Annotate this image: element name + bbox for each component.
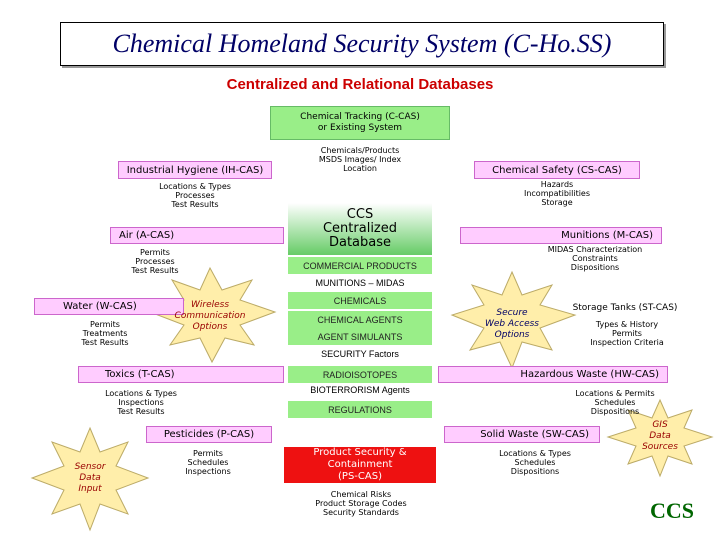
hazardous-waste-box: Hazardous Waste (HW-CAS) xyxy=(438,366,668,383)
chemical-tracking-box: Chemical Tracking (C-CAS) or Existing System xyxy=(270,106,450,140)
center-item-regulations: REGULATIONS xyxy=(288,401,432,418)
tracking-notes: Chemicals/Products MSDS Images/ Index Location xyxy=(318,146,402,173)
center-item-radioisotopes: RADIOISOTOPES xyxy=(288,366,432,383)
solid-waste-notes: Locations & Types Schedules Dispositions xyxy=(499,449,571,476)
industrial-hygiene-box: Industrial Hygiene (IH-CAS) xyxy=(118,161,272,179)
gis-sources-label: GIS Data Sources xyxy=(642,420,678,452)
storage-tanks-label: Storage Tanks (ST-CAS) xyxy=(572,303,678,313)
water-notes: Permits Treatments Test Results xyxy=(81,320,129,347)
center-item-agent-simulants: AGENT SIMULANTS xyxy=(288,328,432,345)
center-item-chemical-agents: CHEMICAL AGENTS xyxy=(288,311,432,328)
center-item-commercial-products: COMMERCIAL PRODUCTS xyxy=(288,257,432,274)
pesticides-box: Pesticides (P-CAS) xyxy=(146,426,272,443)
center-item-security-factors: SECURITY Factors xyxy=(321,349,399,359)
wireless-options-label: Wireless Communication Options xyxy=(174,300,246,332)
air-box: Air (A-CAS) xyxy=(110,227,284,244)
munitions-notes: MIDAS Characterization Constraints Dispositions xyxy=(547,245,643,272)
center-item-chemicals: CHEMICALS xyxy=(288,292,432,309)
solid-waste-box: Solid Waste (SW-CAS) xyxy=(444,426,600,443)
storage-tanks-notes: Types & History Permits Inspection Criteria xyxy=(590,320,664,347)
secure-web-label: Secure Web Access Options xyxy=(485,308,539,340)
pesticides-notes: Permits Schedules Inspections xyxy=(185,449,231,476)
munitions-box: Munitions (M-CAS) xyxy=(460,227,662,244)
air-notes: Permits Processes Test Results xyxy=(131,248,179,275)
water-box: Water (W-CAS) xyxy=(34,298,184,315)
chemical-safety-box: Chemical Safety (CS-CAS) xyxy=(474,161,640,179)
hazardous-waste-notes: Locations & Permits Schedules Dispositions xyxy=(575,389,655,416)
ccs-corner-logo: CCS xyxy=(650,498,695,523)
sensor-input-label: Sensor Data Input xyxy=(74,462,106,494)
central-database-title: CCS Centralized Database xyxy=(288,203,432,255)
product-security-box: Product Security & Containment (PS-CAS) xyxy=(284,447,436,483)
page-title: Chemical Homeland Security System (C-Ho.SS) xyxy=(60,22,664,66)
industrial-hygiene-notes: Locations & Types Processes Test Results xyxy=(159,182,231,209)
page-subtitle: Centralized and Relational Databases xyxy=(226,76,494,93)
product-security-notes: Chemical Risks Product Storage Codes Security Standards xyxy=(315,490,407,517)
toxics-box: Toxics (T-CAS) xyxy=(78,366,284,383)
center-item-bioterrorism: BIOTERRORISM Agents xyxy=(310,385,410,395)
center-item-munitions-midas: MUNITIONS – MIDAS xyxy=(315,278,405,288)
toxics-notes: Locations & Types Inspections Test Results xyxy=(105,389,177,416)
chemical-safety-notes: Hazards Incompatibilities Storage xyxy=(523,180,591,207)
